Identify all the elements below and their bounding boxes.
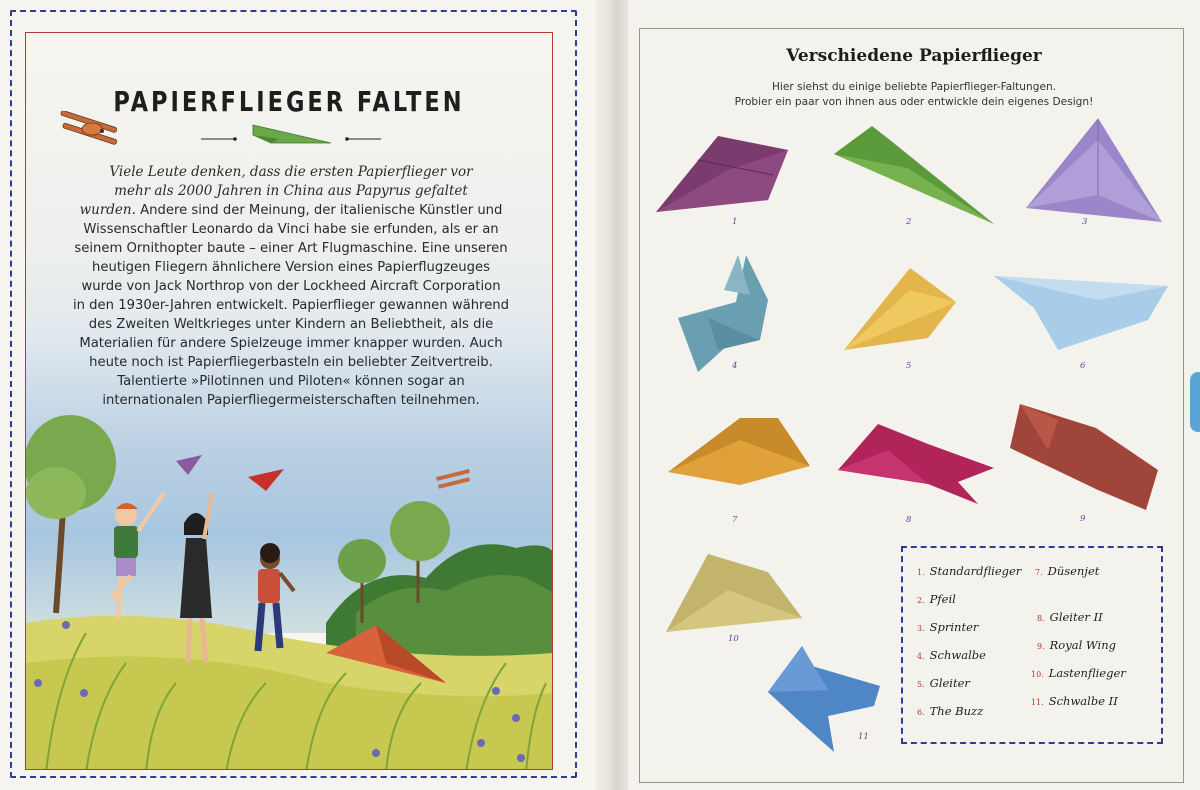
body-line: wurde von Jack Northrop von der Lockheed Aircraft Corporation	[81, 279, 501, 294]
body-line: Andere sind der Meinung, der italienische Künstler und	[135, 203, 503, 218]
body-line: heutigen Fliegern ähnlichere Version eines Papierflugzeuges	[91, 260, 491, 275]
body-line: Materialien für andere Spielzeuge immer knapper wurden. Auch	[79, 336, 503, 351]
legend-item: 2. Pfeil	[917, 592, 956, 606]
plane-number: 4	[732, 361, 738, 371]
plane-5-icon	[844, 268, 956, 350]
body-line: in den 1930er-Jahren entwickelt. Papierflieger gewannen während	[72, 298, 510, 313]
plane-8-icon	[838, 424, 994, 504]
book-gutter	[596, 0, 632, 790]
subtitle-line-2: Probier ein paar von ihnen aus oder entwickle dein eigenes Design!	[734, 96, 1094, 108]
title-divider	[201, 121, 381, 151]
plane-7-icon	[668, 418, 810, 485]
legend-item: 5. Gleiter	[917, 676, 970, 690]
page-title: PAPIERFLIEGER FALTEN	[113, 85, 465, 118]
legend-item: 1. Standardflieger	[917, 564, 1022, 578]
red-paper-plane-icon	[248, 469, 284, 491]
intro-italic-3: wurden.	[79, 202, 136, 218]
plane-number: 1	[732, 217, 738, 227]
plane-4-icon	[678, 255, 768, 372]
legend-item: 3. Sprinter	[917, 620, 979, 634]
body-line: des Zweiten Weltkrieges unter Kindern an Beliebtheit, als die	[88, 317, 494, 332]
plane-number: 10	[728, 634, 739, 644]
plane-number: 2	[906, 217, 912, 227]
plane-6-icon	[994, 276, 1168, 350]
purple-paper-plane-icon	[176, 455, 202, 475]
plane-10-icon	[666, 554, 802, 632]
body-line: Wissenschaftler Leonardo da Vinci habe sie erfunden, als er an	[83, 222, 499, 237]
plane-9-icon	[1010, 404, 1158, 510]
intro-italic-2: mehr als 2000 Jahren in China aus Papyrus gefaltet	[114, 183, 468, 199]
right-page	[628, 0, 1200, 790]
legend-item: 6. The Buzz	[917, 704, 984, 718]
section-title: Verschiedene Papierflieger	[786, 46, 1042, 66]
legend-item: 10. Lastenflieger	[1031, 666, 1126, 680]
intro-italic-1: Viele Leute denken, dass die ersten Papierflieger vor	[109, 164, 473, 180]
body-line: heute noch ist Papierfliegerbasteln ein beliebter Zeitvertreib.	[89, 355, 493, 370]
legend-item: 9. Royal Wing	[1037, 638, 1116, 652]
body-line: internationalen Papierfliegermeisterschaften teilnehmen.	[102, 393, 480, 408]
bookmark-tab[interactable]	[1190, 372, 1200, 432]
plane-number: 6	[1080, 361, 1086, 371]
plane-2-icon	[834, 126, 994, 224]
legend-item: 7. Düsenjet	[1035, 564, 1100, 578]
plane-number: 11	[858, 732, 869, 742]
children-playing-illustration	[26, 363, 553, 770]
child-green-shirt	[111, 493, 164, 618]
body-line: seinem Ornithopter baute – einer Art Flugmaschine. Eine unseren	[74, 241, 508, 256]
plane-number: 3	[1082, 217, 1088, 227]
legend-item: 11. Schwalbe II	[1031, 694, 1118, 708]
plane-number: 5	[906, 361, 912, 371]
illustration-frame	[25, 32, 553, 770]
plane-number: 8	[906, 515, 912, 525]
plane-1-icon	[656, 136, 788, 212]
plane-legend	[901, 546, 1163, 744]
body-line: Talentierte »Pilotinnen und Piloten« können sogar an	[117, 374, 465, 389]
small-biplane-icon	[436, 469, 470, 489]
plane-3-icon	[1026, 118, 1162, 222]
subtitle-line-1: Hier siehst du einige beliebte Papierflieger-Faltungen.	[771, 81, 1057, 93]
plane-number: 7	[732, 515, 738, 525]
legend-item: 8. Gleiter II	[1037, 610, 1103, 624]
plane-number: 9	[1080, 514, 1086, 524]
legend-item: 4. Schwalbe	[917, 648, 986, 662]
